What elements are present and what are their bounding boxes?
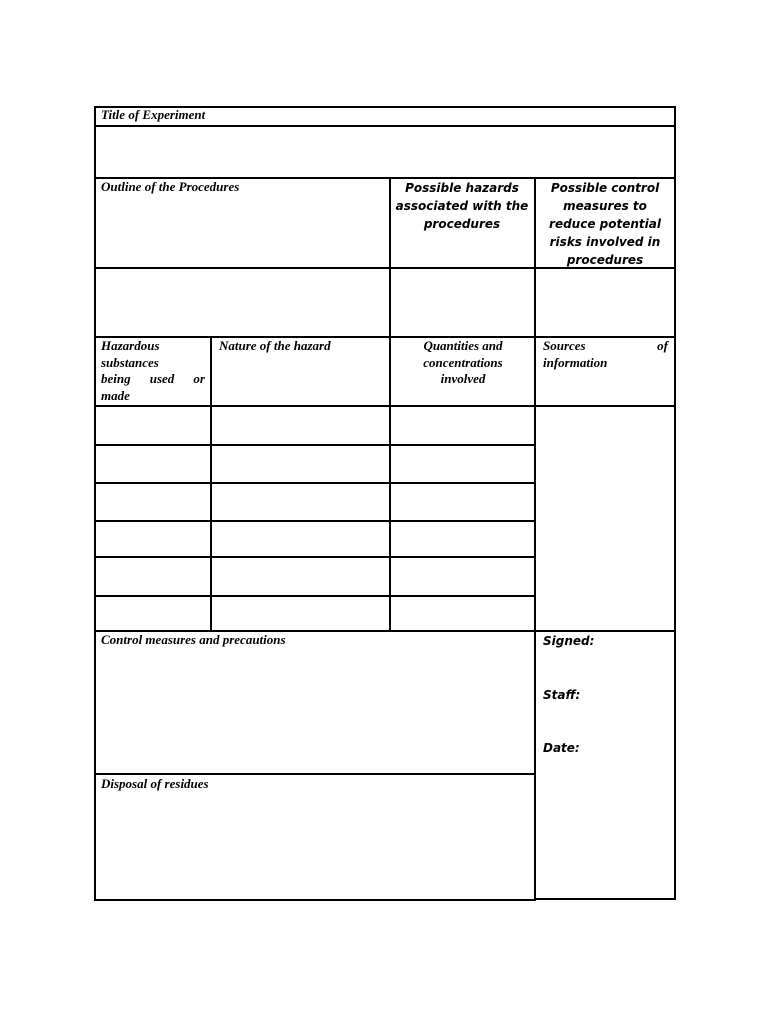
hazardous-substances-label	[101, 338, 205, 404]
disposal-of-residues-field[interactable]	[96, 794, 534, 899]
substance-row-5[interactable]	[96, 558, 534, 595]
hazardous-substances-label-line: being used or	[101, 371, 205, 386]
nature-of-hazard-label: Nature of the hazard	[219, 338, 331, 353]
possible-hazards-field[interactable]	[391, 269, 534, 336]
border-bottom-left	[94, 899, 536, 901]
substance-row-6[interactable]	[96, 597, 534, 630]
substance-row-3[interactable]	[96, 484, 534, 520]
title-of-experiment-label: Title of Experiment	[101, 107, 206, 122]
signed-label: Signed:	[543, 634, 595, 648]
border-right	[674, 106, 676, 900]
sources-of-information-label-line: information	[543, 354, 608, 370]
possible-control-measures-label: Possible control measures to reduce potential risks involved in procedures	[549, 181, 661, 267]
outline-of-procedures-field[interactable]	[96, 269, 389, 336]
possible-control-measures-field[interactable]	[536, 269, 674, 336]
rule-control-bottom	[94, 773, 536, 775]
hazardous-substances-label-line: made	[101, 387, 130, 403]
signature-field[interactable]	[536, 652, 674, 682]
staff-label: Staff:	[543, 688, 581, 702]
control-measures-label: Control measures and precautions	[101, 632, 286, 647]
outline-of-procedures-label: Outline of the Procedures	[101, 179, 240, 194]
hazardous-substances-label-line: Hazardous	[101, 338, 160, 353]
staff-field[interactable]	[536, 706, 674, 736]
substance-row-4[interactable]	[96, 522, 534, 556]
possible-hazards-label: Possible hazards associated with the procedures	[395, 181, 529, 231]
substance-row-2[interactable]	[96, 446, 534, 482]
quantities-concentrations-label: Quantities and concentrations involved	[423, 338, 503, 386]
substance-row-1[interactable]	[96, 407, 534, 444]
sources-of-information-label	[543, 338, 668, 371]
date-field[interactable]	[536, 759, 674, 789]
border-bottom-right	[536, 898, 676, 900]
title-of-experiment-field[interactable]	[96, 127, 674, 177]
control-measures-field[interactable]	[96, 650, 534, 773]
disposal-of-residues-label: Disposal of residues	[101, 776, 209, 791]
hazardous-substances-label-line: substances	[101, 354, 159, 370]
sources-of-information-label-line: Sources of	[543, 338, 668, 353]
sources-of-information-field[interactable]	[536, 407, 674, 630]
date-label: Date:	[543, 741, 580, 755]
